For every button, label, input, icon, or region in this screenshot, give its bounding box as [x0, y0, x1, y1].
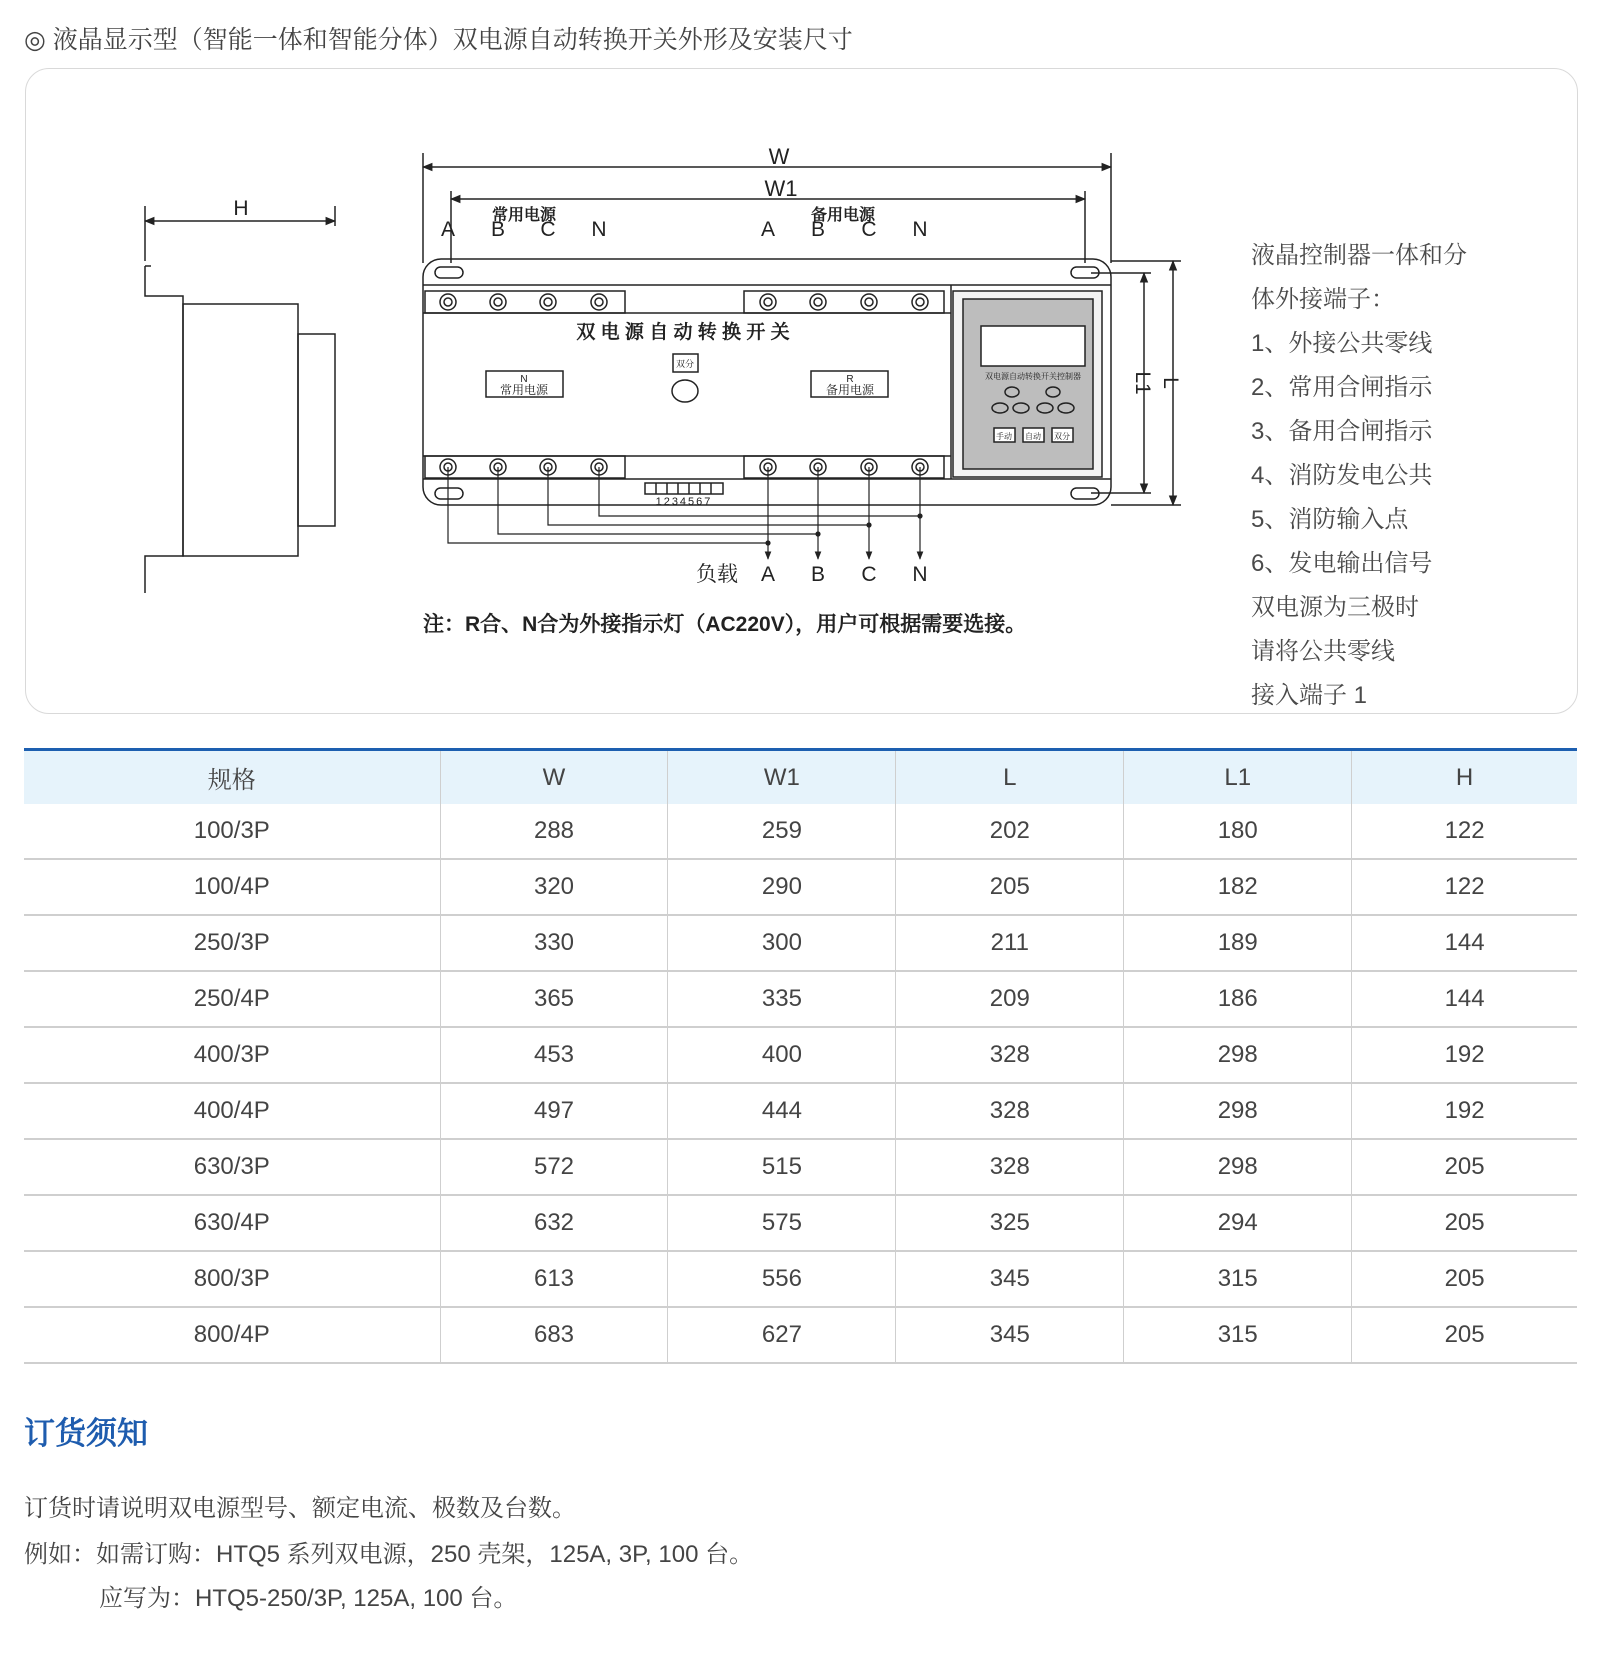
common-source-label: 常用电源	[491, 207, 557, 224]
cell-w1: 627	[668, 1307, 896, 1363]
cell-w: 453	[440, 1027, 668, 1083]
dual-split-label: 双分	[675, 359, 695, 369]
cell-spec: 250/3P	[24, 915, 440, 971]
cell-spec: 800/4P	[24, 1307, 440, 1363]
cell-h: 205	[1352, 1307, 1577, 1363]
cell-h: 144	[1352, 915, 1577, 971]
cell-w: 613	[440, 1251, 668, 1307]
terminal-note-line: 4、消防发电公共	[1251, 462, 1433, 489]
cell-w1: 400	[668, 1027, 896, 1083]
cell-h: 122	[1352, 859, 1577, 915]
load-labels	[696, 563, 928, 586]
table-header-row	[24, 750, 1577, 805]
terminal-note-line: 6、发电输出信号	[1251, 550, 1433, 577]
cell-w1: 575	[668, 1195, 896, 1251]
r-indicator-label: R	[846, 374, 854, 385]
cell-l1: 180	[1124, 804, 1352, 859]
phase-a: A	[440, 218, 456, 241]
order-example-format: 应写为：HTQ5-250/3P, 125A, 100 台。	[99, 1585, 518, 1612]
terminal-screw	[912, 294, 928, 310]
phase-a: A	[760, 218, 776, 241]
cell-w1: 290	[668, 859, 896, 915]
dim-w-label: W	[768, 144, 790, 169]
dual-split-control	[672, 354, 698, 402]
cell-l: 345	[896, 1307, 1124, 1363]
cell-w: 365	[440, 971, 668, 1027]
header-spec: 规格	[24, 750, 440, 805]
load-phase-b: B	[810, 563, 826, 586]
load-phase-a: A	[760, 563, 776, 586]
cell-spec: 250/4P	[24, 971, 440, 1027]
spec-table	[24, 748, 1577, 1364]
terminal-note-line: 请将公共零线	[1251, 638, 1395, 665]
btn-manual: 手动	[996, 432, 1012, 441]
terminal-screw	[861, 294, 877, 310]
terminal-note-line: 2、常用合闸指示	[1251, 374, 1433, 401]
terminal-screw-center	[494, 298, 502, 306]
cell-l: 328	[896, 1139, 1124, 1195]
cell-l1: 189	[1124, 915, 1352, 971]
cell-l: 345	[896, 1251, 1124, 1307]
n-indicator-source: 常用电源	[499, 383, 549, 397]
terminal-note-line: 体外接端子：	[1251, 286, 1395, 313]
cell-l1: 315	[1124, 1307, 1352, 1363]
cell-w: 497	[440, 1083, 668, 1139]
dim-l-label: L	[1159, 377, 1182, 389]
cell-w1: 444	[668, 1083, 896, 1139]
terminal-note-line: 接入端子 1	[1251, 682, 1368, 709]
cell-l1: 298	[1124, 1139, 1352, 1195]
cell-w: 572	[440, 1139, 668, 1195]
table-row	[24, 859, 1577, 915]
table-row	[24, 804, 1577, 859]
r-indicator-source: 备用电源	[825, 383, 875, 397]
dim-w1-label: W1	[764, 176, 798, 201]
cell-spec: 100/4P	[24, 859, 440, 915]
diagram-note: 注：R合、N合为外接指示灯（AC220V），用户可根据需要选接。	[423, 613, 1027, 636]
cell-w1: 300	[668, 915, 896, 971]
cell-h: 205	[1352, 1195, 1577, 1251]
terminal-note-line: 双电源为三极时	[1251, 594, 1419, 621]
cell-w1: 259	[668, 804, 896, 859]
control-terminal-strip	[645, 483, 723, 508]
cell-l1: 298	[1124, 1027, 1352, 1083]
cell-spec: 400/3P	[24, 1027, 440, 1083]
header-h: H	[1352, 750, 1577, 805]
phase-c: C	[861, 218, 877, 241]
cell-l: 328	[896, 1027, 1124, 1083]
btn-auto: 自动	[1025, 432, 1041, 441]
section-title: ◎ 液晶显示型（智能一体和智能分体）双电源自动转换开关外形及安装尺寸	[24, 26, 853, 54]
terminal-screw-center	[544, 298, 552, 306]
terminal-screw	[760, 294, 776, 310]
cell-l1: 315	[1124, 1251, 1352, 1307]
cell-h: 144	[1352, 971, 1577, 1027]
phase-n: N	[912, 218, 928, 241]
order-example: 例如：如需订购：HTQ5 系列双电源，250 壳架，125A, 3P, 100 台。	[24, 1541, 754, 1568]
terminal-screw-center	[916, 298, 924, 306]
common-source-indicator	[486, 371, 563, 397]
cell-w: 683	[440, 1307, 668, 1363]
table-row	[24, 1027, 1577, 1083]
table-body	[24, 804, 1577, 1363]
body-title: 双 电 源 自 动 转 换 开 关	[576, 322, 790, 343]
terminal-numbers: 1234567	[655, 496, 713, 508]
cell-w: 330	[440, 915, 668, 971]
terminal-screw	[591, 294, 607, 310]
cell-h: 205	[1352, 1139, 1577, 1195]
header-l1: L1	[1124, 750, 1352, 805]
cell-l: 328	[896, 1083, 1124, 1139]
cell-w1: 556	[668, 1251, 896, 1307]
load-phase-n: N	[912, 563, 928, 586]
diagram-panel	[25, 68, 1578, 714]
header-w: W	[440, 750, 668, 805]
load-label: 负载	[696, 563, 738, 586]
cell-spec: 800/3P	[24, 1251, 440, 1307]
cell-l: 211	[896, 915, 1124, 971]
backup-source-indicator	[811, 371, 888, 397]
dim-h-label: H	[233, 197, 249, 220]
cell-spec: 400/4P	[24, 1083, 440, 1139]
order-instruction: 订货时请说明双电源型号、额定电流、极数及台数。	[24, 1495, 576, 1522]
cell-l: 202	[896, 804, 1124, 859]
cell-w1: 515	[668, 1139, 896, 1195]
terminal-screw	[540, 294, 556, 310]
cell-l1: 182	[1124, 859, 1352, 915]
terminal-screw-center	[595, 298, 603, 306]
lcd-controller	[953, 291, 1102, 477]
header-w1: W1	[668, 750, 896, 805]
cell-l: 205	[896, 859, 1124, 915]
backup-source-label: 备用电源	[810, 207, 876, 224]
table-row	[24, 1251, 1577, 1307]
cell-spec: 630/3P	[24, 1139, 440, 1195]
switch-body-labels	[576, 320, 789, 343]
cell-h: 122	[1352, 804, 1577, 859]
table-row	[24, 1307, 1577, 1363]
cell-l1: 186	[1124, 971, 1352, 1027]
table-row	[24, 1195, 1577, 1251]
terminal-screw	[440, 294, 456, 310]
cell-spec: 630/4P	[24, 1195, 440, 1251]
cell-w: 288	[440, 804, 668, 859]
cell-l1: 298	[1124, 1083, 1352, 1139]
phase-c: C	[540, 218, 556, 241]
cell-spec: 100/3P	[24, 804, 440, 859]
cell-h: 192	[1352, 1027, 1577, 1083]
terminal-note-line: 1、外接公共零线	[1251, 330, 1433, 357]
terminal-screw-center	[814, 298, 822, 306]
table-row	[24, 1083, 1577, 1139]
terminal-screw	[810, 294, 826, 310]
load-phase-c: C	[861, 563, 877, 586]
terminal-screw-center	[865, 298, 873, 306]
phase-b: B	[490, 218, 506, 241]
terminal-screw-center	[444, 298, 452, 306]
cell-l: 209	[896, 971, 1124, 1027]
terminal-notes	[1251, 234, 1511, 718]
cell-h: 192	[1352, 1083, 1577, 1139]
terminal-note-line: 5、消防输入点	[1251, 506, 1409, 533]
n-indicator-label: N	[520, 374, 528, 385]
side-view	[145, 197, 335, 593]
phase-n: N	[591, 218, 607, 241]
cell-h: 205	[1352, 1251, 1577, 1307]
table-row	[24, 915, 1577, 971]
header-l: L	[896, 750, 1124, 805]
cell-w: 632	[440, 1195, 668, 1251]
cell-l: 325	[896, 1195, 1124, 1251]
order-notice-title: 订货须知	[24, 1416, 148, 1451]
controller-label: 双电源自动转换开关控制器	[985, 372, 1081, 381]
phase-b: B	[810, 218, 826, 241]
terminal-screw-center	[764, 298, 772, 306]
cell-w: 320	[440, 859, 668, 915]
table-row	[24, 971, 1577, 1027]
cell-l1: 294	[1124, 1195, 1352, 1251]
load-wiring	[448, 467, 922, 559]
terminal-note-line: 液晶控制器一体和分	[1251, 242, 1467, 269]
dim-l1-label: L1	[1131, 371, 1154, 395]
cell-w1: 335	[668, 971, 896, 1027]
table-row	[24, 1139, 1577, 1195]
terminal-screw	[490, 294, 506, 310]
terminal-note-line: 3、备用合闸指示	[1251, 418, 1433, 445]
btn-dual: 双分	[1054, 432, 1070, 441]
